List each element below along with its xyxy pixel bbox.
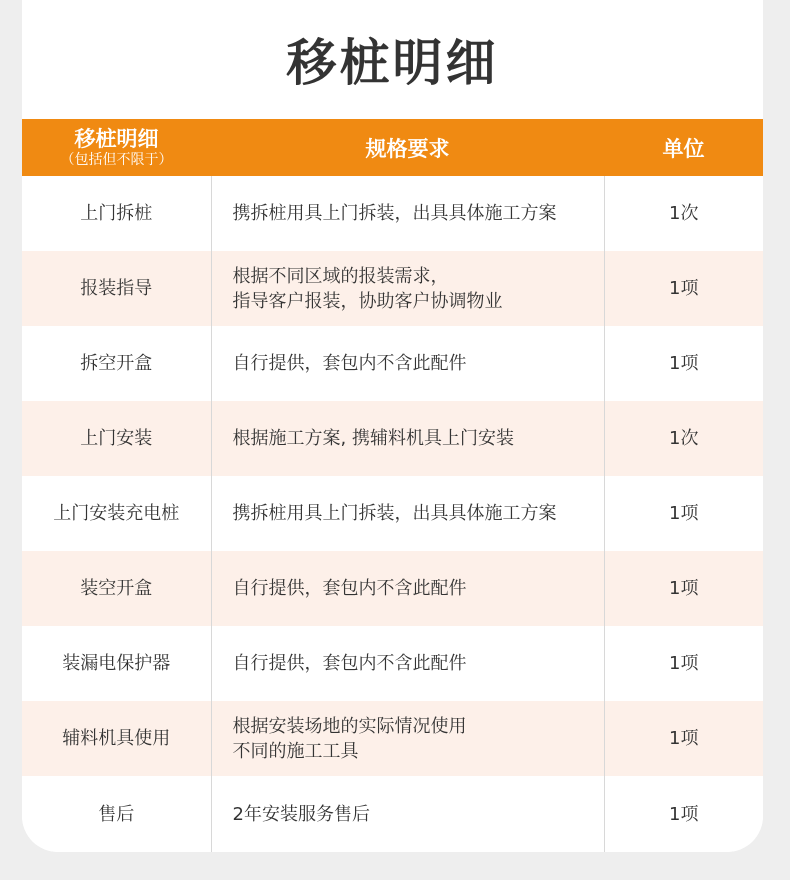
detail-table bbox=[22, 119, 763, 852]
row-item: 上门安装 bbox=[22, 401, 211, 476]
row-spec-line: 根据施工方案, 携辅料机具上门安装 bbox=[232, 428, 514, 449]
row-spec bbox=[211, 776, 604, 852]
table-row bbox=[22, 701, 763, 776]
row-unit: 1项 bbox=[669, 278, 699, 299]
header-item bbox=[22, 119, 211, 176]
header-spec: 规格要求 bbox=[365, 136, 450, 161]
table-row bbox=[22, 776, 763, 852]
row-item: 上门安装充电桩 bbox=[22, 476, 211, 551]
header-item-label: 移桩明细 bbox=[74, 127, 159, 151]
row-spec-line: 携拆桩用具上门拆装，出具具体施工方案 bbox=[232, 503, 557, 524]
row-spec bbox=[211, 251, 604, 326]
table-row bbox=[22, 626, 763, 701]
row-spec bbox=[211, 701, 604, 776]
row-spec bbox=[211, 176, 604, 251]
row-spec-line: 指导客户报装，协助客户协调物业 bbox=[232, 290, 503, 312]
table-body bbox=[22, 176, 763, 852]
row-spec-line: 根据不同区域的报装需求， bbox=[232, 265, 449, 287]
row-unit: 1项 bbox=[669, 578, 699, 599]
row-spec-line: 2年安装服务售后 bbox=[232, 803, 370, 825]
row-item: 辅料机具使用 bbox=[22, 701, 211, 776]
row-unit: 1次 bbox=[669, 203, 699, 224]
row-spec-line: 不同的施工工具 bbox=[232, 740, 359, 762]
row-unit: 1项 bbox=[669, 653, 699, 674]
row-unit: 1项 bbox=[669, 803, 699, 825]
row-spec bbox=[211, 401, 604, 476]
row-spec-line: 携拆桩用具上门拆装，出具具体施工方案 bbox=[232, 203, 557, 224]
row-item: 上门拆桩 bbox=[22, 176, 211, 251]
row-spec bbox=[211, 626, 604, 701]
row-spec bbox=[211, 476, 604, 551]
row-spec-line: 自行提供，套包内不含此配件 bbox=[232, 653, 467, 674]
page-title: 移桩明细 bbox=[286, 34, 499, 92]
table-row bbox=[22, 551, 763, 626]
row-item: 拆空开盒 bbox=[22, 326, 211, 401]
table-row bbox=[22, 401, 763, 476]
row-item: 售后 bbox=[22, 776, 211, 852]
table-header-row bbox=[22, 119, 763, 176]
row-spec bbox=[211, 551, 604, 626]
row-unit: 1项 bbox=[669, 503, 699, 524]
table-row bbox=[22, 326, 763, 401]
row-item: 报装指导 bbox=[22, 251, 211, 326]
row-item: 装漏电保护器 bbox=[22, 626, 211, 701]
header-item-sublabel: （包括但不限于） bbox=[60, 152, 173, 168]
row-item: 装空开盒 bbox=[22, 551, 211, 626]
row-unit: 1次 bbox=[669, 428, 699, 449]
row-spec-line: 根据安装场地的实际情况使用 bbox=[232, 715, 467, 737]
row-spec bbox=[211, 326, 604, 401]
row-unit: 1项 bbox=[669, 353, 699, 374]
detail-card bbox=[22, 0, 763, 852]
header-unit: 单位 bbox=[662, 136, 705, 161]
table-row bbox=[22, 251, 763, 326]
row-spec-line: 自行提供，套包内不含此配件 bbox=[232, 353, 467, 374]
row-unit: 1项 bbox=[669, 728, 699, 749]
table-row bbox=[22, 476, 763, 551]
table-row bbox=[22, 176, 763, 251]
row-spec-line: 自行提供，套包内不含此配件 bbox=[232, 578, 467, 599]
